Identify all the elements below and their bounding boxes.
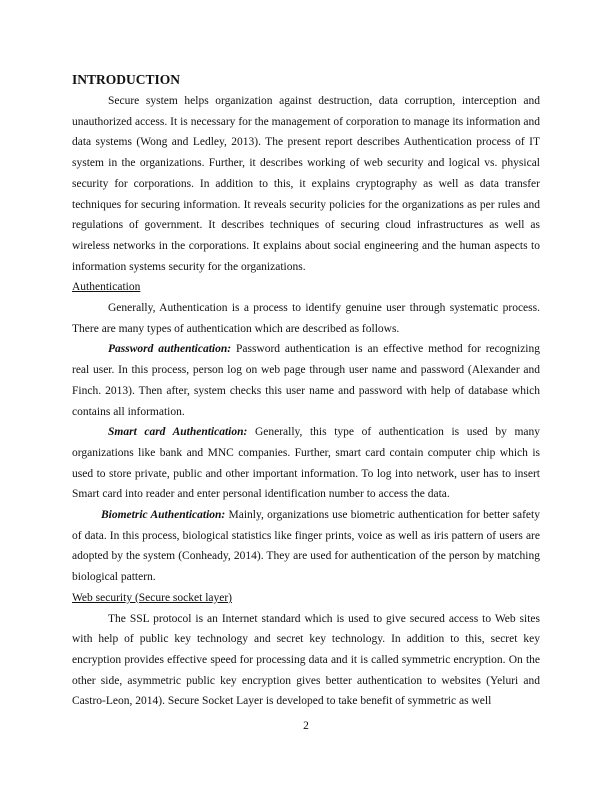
password-auth-text: Password authentication is an effective method for recognizing real user. In this process, person log on web page through user name and password (Alexander and Finch. 2013). Then after, system checks this user name and password with help of database which contains all information.	[72, 343, 540, 418]
smartcard-auth-lead: Smart card Authentication:	[108, 426, 248, 439]
biometric-auth-text: Mainly, organizations use biometric authentication for better safety of data. In this process, biological statistics like finger prints, voice as well as iris pattern of users are adopted by the system (Conheady, 2014). They are used for authentication of the person by matching biological pattern.	[72, 509, 540, 584]
password-auth-lead: Password authentication:	[108, 343, 232, 356]
biometric-auth-paragraph	[72, 505, 540, 588]
web-security-paragraph: The SSL protocol is an Internet standard which is used to give secured access to Web sites with help of public key technology and secret key technology. In addition to this, secret key encryption provides effective speed for processing data and it is called symmetric encryption. On the other side, asymmetric public key encryption gives better authentication to websites (Yeluri and Castro-Leon, 2014). Secure Socket Layer is developed to take benefit of symmetric as well	[72, 612, 540, 708]
biometric-auth-lead: Biometric Authentication:	[101, 509, 226, 522]
intro-paragraph: Secure system helps organization against destruction, data corruption, interception and unauthorized access. It is necessary for the management of corporation to manage its information and data systems (Wong and Ledley, 2013). The present report describes Authentication process of IT system in the organizations. Further, it describes working of web security and logical vs. physical security for corporations. In addition to this, it explains cryptography as well as data transfer techniques for securing information. It reveals security policies for the organizations as per rules and regulations of government. It describes techniques of securing cloud infrastructures as well as wireless networks in the corporations. It explains about social engineering and the human aspects to information systems security for the organizations.	[72, 95, 540, 273]
page-number: 2	[303, 720, 309, 732]
authentication-overview: Generally, Authentication is a process to identify genuine user through systematic process. There are many types of authentication which are described as follows.	[72, 302, 540, 335]
smartcard-auth-text: Generally, this type of authentication is used by many organizations like bank and MNC companies. Further, smart card contain computer chip which is used to store private, public and other important information. To log into network, user has to insert Smart card into reader and enter personal identification number to access the data.	[72, 426, 541, 501]
smartcard-auth-paragraph	[72, 422, 540, 505]
document-page	[72, 70, 540, 712]
web-security-subheading: Web security (Secure socket layer)	[72, 591, 233, 604]
password-auth-paragraph	[72, 339, 540, 422]
authentication-subheading: Authentication	[72, 281, 141, 294]
section-heading: INTRODUCTION	[72, 72, 181, 87]
